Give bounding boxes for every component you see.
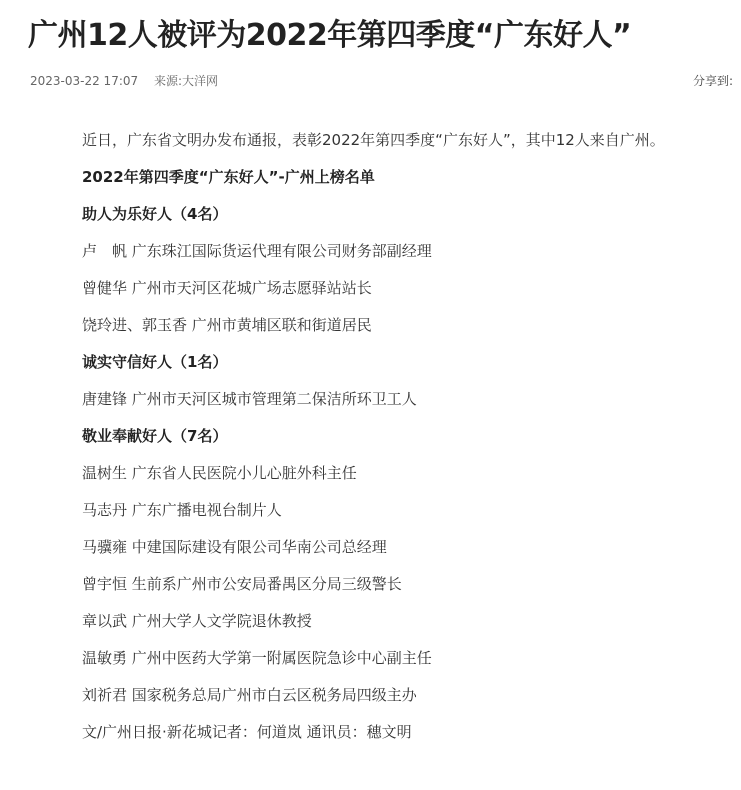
article-source: 来源:大洋网 bbox=[153, 74, 219, 88]
list-entry: 温树生 广东省人民医院小儿心脏外科主任 bbox=[82, 464, 357, 482]
list-entry: 温敏勇 广州中医药大学第一附属医院急诊中心副主任 bbox=[82, 649, 432, 667]
list-entry: 马骥雍 中建国际建设有限公司华南公司总经理 bbox=[82, 538, 387, 556]
article-credit: 文/广州日报·新花城记者：何道岚 通讯员：穗文明 bbox=[82, 723, 412, 741]
list-entry: 唐建锋 广州市天河区城市管理第二保洁所环卫工人 bbox=[82, 390, 417, 408]
list-entry: 刘祈君 国家税务总局广州市白云区税务局四级主办 bbox=[82, 686, 417, 704]
list-entry: 章以武 广州大学人文学院退休教授 bbox=[82, 612, 312, 630]
section-heading-honest: 诚实守信好人（1名） bbox=[82, 353, 228, 371]
list-entry: 曾宇恒 生前系广州市公安局番禺区分局三级警长 bbox=[82, 575, 402, 593]
section-heading-helping: 助人为乐好人（4名） bbox=[82, 205, 228, 223]
article-meta bbox=[30, 72, 218, 90]
list-entry: 饶玲进、郭玉香 广州市黄埔区联和街道居民 bbox=[82, 316, 372, 334]
list-title: 2022年第四季度“广东好人”-广州上榜名单 bbox=[82, 168, 375, 186]
section-heading-dedicated: 敬业奉献好人（7名） bbox=[82, 427, 228, 445]
list-entry: 曾健华 广州市天河区花城广场志愿驿站站长 bbox=[82, 279, 372, 297]
publish-datetime: 2023-03-22 17:07 bbox=[30, 74, 139, 88]
share-label[interactable]: 分享到: bbox=[692, 74, 733, 88]
intro-paragraph: 近日，广东省文明办发布通报，表彰2022年第四季度“广东好人”，其中12人来自广州。 bbox=[82, 131, 665, 149]
list-entry: 卢 帆 广东珠江国际货运代理有限公司财务部副经理 bbox=[82, 242, 432, 260]
article-title: 广州12人被评为2022年第四季度“广东好人” bbox=[28, 18, 632, 53]
article-body bbox=[82, 130, 738, 759]
list-entry: 马志丹 广东广播电视台制片人 bbox=[82, 501, 282, 519]
